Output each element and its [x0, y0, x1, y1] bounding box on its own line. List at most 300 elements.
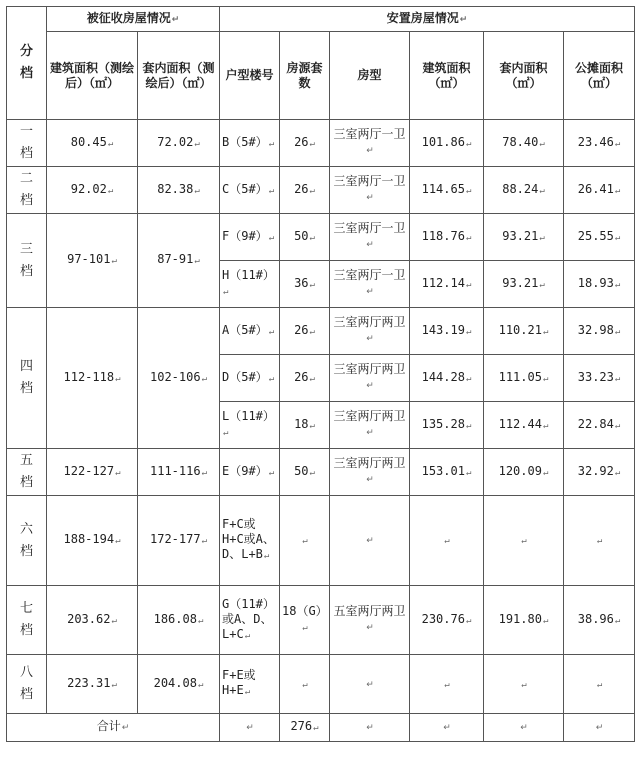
paragraph-mark: ↵	[366, 287, 374, 297]
paragraph-mark: ↵	[302, 679, 308, 690]
unit-count-cell	[280, 655, 330, 714]
tier-cell	[7, 214, 47, 308]
acq-build-area-cell	[47, 120, 138, 167]
type-building-cell	[220, 496, 280, 586]
shared-area-cell-value: 26.41	[577, 181, 614, 196]
paragraph-mark: ↵	[614, 138, 621, 149]
acq-inner-area-cell-value: 172-177	[150, 532, 201, 546]
inner-area-cell	[484, 120, 564, 167]
tier-label: 八档	[20, 665, 34, 702]
acq-inner-area-cell	[138, 214, 220, 308]
header-row-columns	[7, 32, 635, 120]
paragraph-mark: ↵	[302, 536, 308, 546]
paragraph-mark: ↵	[443, 723, 451, 733]
inner-area-cell-value: 93.21	[502, 275, 539, 290]
acq-build-area-cell-value: 92.02	[70, 181, 107, 196]
acq-inner-area-cell	[138, 496, 220, 586]
header-type-building-label: 户型楼号	[225, 68, 274, 82]
build-area-cell	[410, 214, 484, 261]
type-building-cell-value: F+C或H+C或A、D、L+B	[222, 517, 275, 561]
paragraph-mark: ↵	[614, 420, 621, 431]
build-area-cell	[410, 496, 484, 586]
type-building-cell-value: H（11#）	[222, 268, 275, 282]
tier-label: 四档	[20, 359, 34, 396]
shared-area-cell	[564, 496, 635, 586]
paragraph-mark: ↵	[595, 723, 604, 733]
type-building-cell	[220, 402, 280, 449]
layout-cell-value: 三室两厅两卫	[333, 362, 406, 376]
inner-area-cell-value: 111.05	[498, 369, 542, 384]
acq-build-area-cell	[47, 586, 138, 655]
layout-cell-value: 三室两厅一卫	[333, 174, 406, 188]
paragraph-mark: ↵	[614, 185, 621, 196]
layout-cell	[330, 308, 410, 355]
acq-build-area-cell-value: 112-118	[63, 369, 115, 384]
header-inner-area	[484, 32, 564, 120]
acq-inner-area-cell-value: 111-116	[150, 463, 201, 478]
total-count-cell-value: 276	[290, 719, 313, 733]
layout-cell-value: 三室两厅一卫	[333, 127, 406, 141]
paragraph-mark: ↵	[465, 373, 472, 384]
table-row	[7, 214, 635, 261]
type-building-cell	[220, 214, 280, 261]
inner-area-cell	[484, 655, 564, 714]
layout-cell	[330, 261, 410, 308]
paragraph-mark: ↵	[614, 373, 621, 384]
unit-count-cell-value: 26	[294, 181, 309, 196]
paragraph-mark: ↵	[223, 287, 229, 297]
layout-cell-value: 三室两厅两卫	[333, 456, 406, 470]
paragraph-mark: ↵	[194, 185, 200, 196]
acq-build-area-cell	[47, 496, 138, 586]
paragraph-mark: ↵	[194, 138, 200, 149]
layout-cell	[330, 586, 410, 655]
paragraph-mark: ↵	[366, 381, 374, 391]
paragraph-mark: ↵	[115, 467, 121, 478]
paragraph-mark: ↵	[366, 334, 374, 344]
acq-inner-area-cell-value: 87-91	[157, 252, 194, 266]
paragraph-mark: ↵	[115, 536, 121, 546]
unit-count-cell-value: 18	[294, 416, 309, 431]
unit-count-cell-value: 50	[294, 463, 309, 478]
paragraph-mark: ↵	[223, 428, 229, 438]
build-area-cell-value: 112.14	[421, 275, 465, 290]
unit-count-cell	[280, 496, 330, 586]
acq-build-area-cell	[47, 655, 138, 714]
paragraph-mark: ↵	[542, 373, 549, 384]
paragraph-mark: ↵	[309, 326, 315, 337]
build-area-cell	[410, 586, 484, 655]
paragraph-mark: ↵	[465, 279, 472, 290]
paragraph-mark: ↵	[614, 467, 621, 478]
table-row	[7, 586, 635, 655]
total-empty-cell	[330, 714, 410, 742]
shared-area-cell-value: 22.84	[577, 416, 614, 431]
type-building-cell	[220, 449, 280, 496]
paragraph-mark: ↵	[309, 467, 315, 478]
build-area-cell	[410, 261, 484, 308]
type-building-cell-value: L（11#）	[222, 409, 275, 423]
header-type-building	[220, 32, 280, 120]
header-shared-area	[564, 32, 635, 120]
paragraph-mark: ↵	[465, 232, 472, 243]
table-body	[7, 120, 635, 742]
unit-count-cell	[280, 214, 330, 261]
acq-build-area-cell	[47, 167, 138, 214]
paragraph-mark: ↵	[459, 14, 468, 25]
unit-count-cell-value: 36	[294, 275, 309, 290]
header-layout-label: 房型	[357, 68, 382, 82]
acq-inner-area-cell	[138, 586, 220, 655]
paragraph-mark: ↵	[107, 138, 114, 149]
tier-cell	[7, 586, 47, 655]
build-area-cell-value: 144.28	[421, 369, 465, 384]
paragraph-mark: ↵	[366, 428, 374, 438]
header-floor	[7, 7, 47, 120]
build-area-cell-value: 153.01	[421, 463, 465, 478]
layout-cell	[330, 402, 410, 449]
paragraph-mark: ↵	[309, 279, 315, 290]
inner-area-cell-value: 112.44	[498, 416, 542, 431]
acq-build-area-cell-value: 223.31	[67, 675, 111, 690]
type-building-cell-value: B（5#）	[222, 134, 268, 149]
acq-build-area-cell-value: 122-127	[63, 463, 115, 478]
acq-inner-area-cell	[138, 167, 220, 214]
shared-area-cell-value: 33.23	[577, 369, 614, 384]
acq-build-area-cell	[47, 308, 138, 449]
paragraph-mark: ↵	[366, 240, 374, 250]
unit-count-cell	[280, 449, 330, 496]
tier-label: 一档	[20, 124, 34, 161]
paragraph-mark: ↵	[268, 467, 275, 478]
header-inner-area-label: 套内面积（㎡）	[499, 60, 548, 90]
shared-area-cell	[564, 261, 635, 308]
build-area-cell	[410, 167, 484, 214]
layout-cell	[330, 449, 410, 496]
paragraph-mark: ↵	[465, 326, 472, 337]
unit-count-cell-value: 26	[294, 134, 309, 149]
paragraph-mark: ↵	[366, 146, 374, 156]
build-area-cell-value: 143.19	[421, 322, 465, 337]
header-inner-area-acq	[138, 32, 220, 120]
paragraph-mark: ↵	[366, 723, 374, 733]
paragraph-mark: ↵	[444, 679, 450, 690]
tier-label: 五档	[20, 453, 34, 490]
type-building-cell	[220, 167, 280, 214]
acq-inner-area-cell	[138, 655, 220, 714]
layout-cell	[330, 120, 410, 167]
total-empty-cell	[220, 714, 280, 742]
acq-inner-area-cell-value: 102-106	[150, 369, 201, 384]
header-inner-area-acq-label: 套内面积（测绘后）（㎡）	[142, 60, 215, 90]
acq-build-area-cell	[47, 214, 138, 308]
tier-cell	[7, 496, 47, 586]
table-row	[7, 120, 635, 167]
inner-area-cell	[484, 449, 564, 496]
inner-area-cell	[484, 355, 564, 402]
paragraph-mark: ↵	[465, 467, 472, 478]
table-row	[7, 449, 635, 496]
build-area-cell-value: 114.65	[421, 181, 465, 196]
paragraph-mark: ↵	[309, 232, 315, 243]
layout-cell	[330, 496, 410, 586]
total-label-cell-value: 合计	[96, 719, 121, 733]
shared-area-cell	[564, 167, 635, 214]
layout-cell	[330, 214, 410, 261]
inner-area-cell-value: 78.40	[502, 134, 539, 149]
unit-count-cell-value: 26	[294, 369, 309, 384]
paragraph-mark: ↵	[244, 630, 251, 641]
tier-label: 六档	[20, 521, 34, 559]
paragraph-mark: ↵	[111, 615, 117, 626]
tier-cell	[7, 655, 47, 714]
unit-count-cell	[280, 120, 330, 167]
total-empty-cell	[484, 714, 564, 742]
inner-area-cell	[484, 308, 564, 355]
tier-cell	[7, 120, 47, 167]
inner-area-cell	[484, 167, 564, 214]
paragraph-mark: ↵	[263, 551, 270, 561]
unit-count-cell	[280, 586, 330, 655]
table-row	[7, 308, 635, 355]
header-build-area-acq	[47, 32, 138, 120]
header-right-group-label: 安置房屋情况	[386, 10, 459, 25]
paragraph-mark: ↵	[309, 373, 315, 384]
table-row	[7, 655, 635, 714]
shared-area-cell	[564, 449, 635, 496]
paragraph-mark: ↵	[197, 615, 204, 626]
type-building-cell-value: A（5#）	[222, 322, 268, 337]
inner-area-cell	[484, 261, 564, 308]
header-build-area	[410, 32, 484, 120]
paragraph-mark: ↵	[614, 279, 621, 290]
total-row	[7, 714, 635, 742]
tier-label: 七档	[20, 601, 34, 638]
layout-cell-value: 五室两厅两卫	[333, 604, 406, 618]
acq-inner-area-cell-value: 82.38	[157, 181, 194, 196]
header-left-group	[47, 7, 220, 32]
type-building-cell	[220, 261, 280, 308]
header-right-group	[220, 7, 635, 32]
inner-area-cell	[484, 402, 564, 449]
type-building-cell	[220, 355, 280, 402]
paragraph-mark: ↵	[309, 420, 315, 431]
type-building-cell	[220, 655, 280, 714]
inner-area-cell-value: 88.24	[502, 181, 539, 196]
paragraph-mark: ↵	[268, 326, 275, 337]
unit-count-cell	[280, 167, 330, 214]
table-row	[7, 167, 635, 214]
inner-area-cell-value: 110.21	[498, 322, 542, 337]
paragraph-mark: ↵	[366, 475, 374, 485]
acq-inner-area-cell	[138, 120, 220, 167]
paragraph-mark: ↵	[366, 623, 374, 633]
paragraph-mark: ↵	[197, 679, 204, 690]
type-building-cell	[220, 120, 280, 167]
paragraph-mark: ↵	[596, 536, 603, 546]
shared-area-cell-value: 38.96	[577, 611, 614, 626]
header-floor-label: 分档	[20, 44, 34, 81]
layout-cell	[330, 355, 410, 402]
paragraph-mark: ↵	[115, 373, 121, 384]
paragraph-mark: ↵	[268, 138, 275, 149]
paragraph-mark: ↵	[539, 138, 545, 149]
layout-cell	[330, 655, 410, 714]
build-area-cell-value: 135.28	[421, 416, 465, 431]
inner-area-cell-value: 93.21	[502, 228, 539, 243]
header-left-group-label: 被征收房屋情况	[86, 10, 171, 25]
paragraph-mark: ↵	[521, 536, 527, 546]
paragraph-mark: ↵	[596, 679, 603, 690]
paragraph-mark: ↵	[542, 467, 549, 478]
shared-area-cell	[564, 214, 635, 261]
shared-area-cell-value: 32.92	[577, 463, 614, 478]
acq-inner-area-cell-value: 186.08	[153, 611, 197, 626]
layout-cell-value: 三室两厅两卫	[333, 315, 406, 329]
paragraph-mark: ↵	[465, 615, 472, 626]
acq-inner-area-cell	[138, 449, 220, 496]
shared-area-cell	[564, 355, 635, 402]
type-building-cell-value: E（9#）	[222, 463, 268, 478]
paragraph-mark: ↵	[244, 687, 251, 697]
paragraph-mark: ↵	[246, 723, 254, 733]
paragraph-mark: ↵	[539, 185, 545, 196]
inner-area-cell	[484, 496, 564, 586]
acq-build-area-cell-value: 203.62	[67, 611, 111, 626]
header-build-area-acq-label: 建筑面积（测绘后）（㎡）	[49, 60, 134, 90]
inner-area-cell-value: 191.80	[498, 611, 542, 626]
paragraph-mark: ↵	[465, 138, 472, 149]
paragraph-mark: ↵	[194, 256, 200, 266]
layout-cell-value: 三室两厅一卫	[333, 268, 406, 282]
unit-count-cell	[280, 308, 330, 355]
type-building-cell	[220, 308, 280, 355]
header-shared-area-label: 公摊面积（㎡）	[575, 60, 624, 90]
paragraph-mark: ↵	[268, 232, 275, 243]
shared-area-cell-value: 25.55	[577, 228, 614, 243]
total-label-cell	[7, 714, 220, 742]
build-area-cell	[410, 402, 484, 449]
type-building-cell-value: F+E或H+E	[222, 668, 256, 697]
paragraph-mark: ↵	[542, 420, 549, 431]
layout-cell-value: 三室两厅两卫	[333, 409, 406, 423]
unit-count-cell-value: 26	[294, 322, 309, 337]
paragraph-mark: ↵	[201, 373, 207, 384]
paragraph-mark: ↵	[465, 185, 472, 196]
build-area-cell-value: 101.86	[421, 134, 465, 149]
paragraph-mark: ↵	[201, 536, 207, 546]
shared-area-cell-value: 23.46	[577, 134, 614, 149]
type-building-cell-value: D（5#）	[222, 369, 268, 384]
paragraph-mark: ↵	[614, 615, 621, 626]
acq-build-area-cell	[47, 449, 138, 496]
paragraph-mark: ↵	[539, 279, 545, 290]
paragraph-mark: ↵	[614, 232, 621, 243]
paragraph-mark: ↵	[268, 373, 275, 384]
paragraph-mark: ↵	[111, 256, 117, 266]
build-area-cell	[410, 308, 484, 355]
layout-cell	[330, 167, 410, 214]
paragraph-mark: ↵	[366, 679, 374, 690]
build-area-cell	[410, 449, 484, 496]
unit-count-cell-value: 50	[294, 228, 309, 243]
header-row-group	[7, 7, 635, 32]
paragraph-mark: ↵	[171, 14, 180, 25]
paragraph-mark: ↵	[366, 536, 374, 546]
shared-area-cell	[564, 120, 635, 167]
paragraph-mark: ↵	[309, 138, 315, 149]
shared-area-cell	[564, 586, 635, 655]
tier-label: 二档	[20, 171, 34, 208]
paragraph-mark: ↵	[520, 723, 528, 733]
paragraph-mark: ↵	[444, 536, 450, 546]
total-count-cell	[280, 714, 330, 742]
paragraph-mark: ↵	[201, 467, 207, 478]
resettlement-table	[6, 6, 635, 742]
paragraph-mark: ↵	[366, 193, 374, 203]
type-building-cell	[220, 586, 280, 655]
build-area-cell	[410, 355, 484, 402]
unit-count-cell	[280, 355, 330, 402]
inner-area-cell	[484, 586, 564, 655]
acq-inner-area-cell-value: 72.02	[157, 134, 194, 149]
paragraph-mark: ↵	[111, 679, 117, 690]
acq-build-area-cell-value: 97-101	[67, 252, 111, 266]
table-row	[7, 496, 635, 586]
total-empty-cell	[410, 714, 484, 742]
paragraph-mark: ↵	[302, 623, 308, 633]
type-building-cell-value: F（9#）	[222, 228, 268, 243]
header-layout	[330, 32, 410, 120]
acq-inner-area-cell-value: 204.08	[153, 675, 197, 690]
paragraph-mark: ↵	[309, 185, 315, 196]
inner-area-cell	[484, 214, 564, 261]
shared-area-cell-value: 32.98	[577, 322, 614, 337]
paragraph-mark: ↵	[542, 326, 549, 337]
shared-area-cell	[564, 655, 635, 714]
paragraph-mark: ↵	[121, 723, 130, 733]
shared-area-cell	[564, 402, 635, 449]
type-building-cell-value: C（5#）	[222, 181, 268, 196]
acq-inner-area-cell	[138, 308, 220, 449]
paragraph-mark: ↵	[521, 679, 527, 690]
tier-cell	[7, 308, 47, 449]
inner-area-cell-value: 120.09	[498, 463, 542, 478]
layout-cell-value: 三室两厅一卫	[333, 221, 406, 235]
paragraph-mark: ↵	[542, 615, 549, 626]
paragraph-mark: ↵	[539, 232, 545, 243]
type-building-cell-value: G（11#）或A、D、L+C	[222, 596, 275, 641]
paragraph-mark: ↵	[313, 723, 319, 733]
unit-count-cell-value: 18（G）	[282, 604, 328, 618]
build-area-cell-value: 230.76	[421, 611, 465, 626]
acq-build-area-cell-value: 80.45	[70, 134, 107, 149]
unit-count-cell	[280, 402, 330, 449]
build-area-cell	[410, 655, 484, 714]
paragraph-mark: ↵	[614, 326, 621, 337]
tier-cell	[7, 167, 47, 214]
header-unit-count-label: 房源套数	[286, 60, 323, 90]
acq-build-area-cell-value: 188-194	[63, 532, 115, 546]
paragraph-mark: ↵	[268, 185, 275, 196]
tier-label: 三档	[20, 241, 34, 279]
paragraph-mark: ↵	[465, 420, 472, 431]
total-empty-cell	[564, 714, 635, 742]
header-build-area-label: 建筑面积（㎡）	[422, 60, 471, 90]
shared-area-cell-value: 18.93	[577, 275, 614, 290]
paragraph-mark: ↵	[107, 185, 114, 196]
build-area-cell	[410, 120, 484, 167]
